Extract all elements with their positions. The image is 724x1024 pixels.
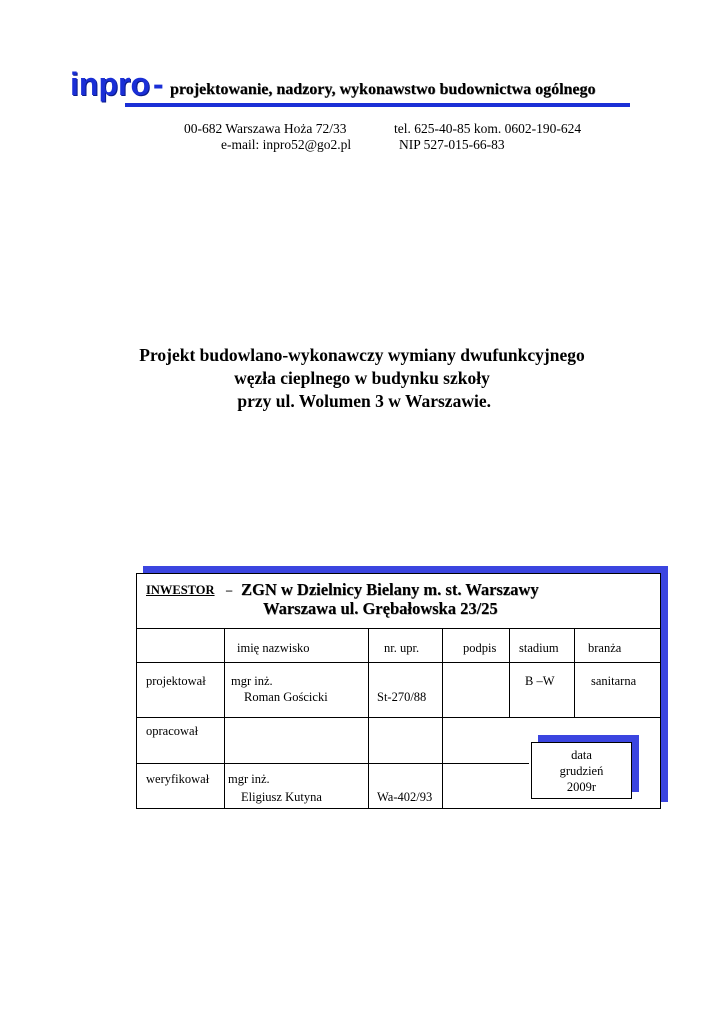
header-rule [125, 103, 630, 107]
date-label: data [571, 748, 592, 762]
table-divider [137, 717, 660, 718]
discipline-value: sanitarna [591, 674, 637, 688]
table-column-divider [224, 628, 225, 808]
company-address: 00-682 Warszawa Hoża 72/33 [184, 121, 347, 136]
table-column-divider [442, 628, 443, 808]
investor-label: INWESTOR [146, 583, 215, 597]
investor-dash: – [226, 583, 233, 597]
project-title-line-3: przy ul. Wolumen 3 w Warszawie. [233, 391, 491, 411]
project-title-line-2: węzła cieplnego w budynku szkoły [234, 368, 490, 388]
logo-dash: - [153, 66, 164, 102]
designer-license: St-270/88 [377, 690, 427, 704]
investor-name: ZGN w Dzielnicy Bielany m. st. Warszawy [241, 580, 539, 599]
table-column-divider [509, 628, 510, 717]
row-role-prepared: opracował [146, 724, 199, 738]
header-license: nr. upr. [384, 641, 420, 655]
verifier-name: Eligiusz Kutyna [241, 790, 322, 804]
company-phone: tel. 625-40-85 kom. 0602-190-624 [394, 121, 582, 136]
verifier-license: Wa-402/93 [377, 790, 433, 804]
table-column-divider [574, 628, 575, 717]
date-month: grudzień [559, 764, 604, 778]
header-signature: podpis [463, 641, 497, 655]
project-title [0, 344, 724, 413]
table-divider [137, 763, 529, 764]
table-divider [137, 662, 660, 663]
row-role-designer: projektował [146, 674, 206, 688]
verifier-title: mgr inż. [228, 772, 270, 786]
row-role-verifier: weryfikował [146, 772, 210, 786]
company-tagline: projektowanie, nadzory, wykonawstwo budownictwa ogólnego [170, 81, 596, 98]
company-logo: inpro [70, 66, 150, 102]
header-name: imię nazwisko [237, 641, 310, 655]
header-stage: stadium [519, 641, 559, 655]
designer-name: Roman Gościcki [244, 690, 328, 704]
table-column-divider [368, 628, 369, 808]
date-stamp [531, 742, 632, 799]
company-email: e-mail: inpro52@go2.pl [221, 137, 352, 152]
investor-address: Warszawa ul. Grębałowska 23/25 [263, 599, 498, 618]
stage-value: B –W [525, 674, 555, 688]
project-title-line-1: Projekt budowlano-wykonawczy wymiany dwufunkcyjnego [139, 345, 585, 365]
date-year: 2009r [566, 780, 597, 794]
header-discipline: branża [588, 641, 622, 655]
company-nip: NIP 527-015-66-83 [399, 137, 505, 152]
table-divider [137, 628, 660, 629]
designer-title: mgr inż. [231, 674, 273, 688]
